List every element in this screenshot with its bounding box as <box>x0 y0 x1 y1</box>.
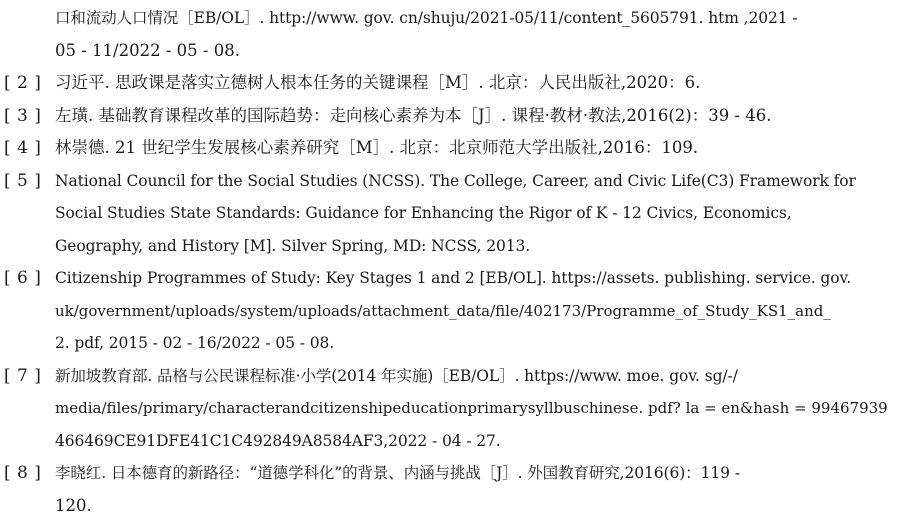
reference-line: uk/government/uploads/system/uploads/attachment_data/file/402173/Programme_of_Study_KS1_and_ <box>55 295 892 328</box>
reference-number: [ 3 ] <box>4 100 50 133</box>
reference-number: [ 4 ] <box>4 132 50 165</box>
reference-entry-continued <box>0 2 898 67</box>
reference-number: [ 2 ] <box>4 67 50 100</box>
reference-number: [ 8 ] <box>4 457 50 490</box>
reference-line: 120. <box>55 490 892 522</box>
reference-line: 05 - 11/2022 - 05 - 08. <box>55 35 892 68</box>
reference-number: [ 6 ] <box>4 262 50 295</box>
reference-line: Social Studies State Standards: Guidance for Enhancing the Rigor of K - 12 Civics, Economics, <box>55 197 892 230</box>
reference-entry-3 <box>0 100 898 133</box>
reference-line: 左璜. 基础教育课程改革的国际趋势：走向核心素养为本［J］. 课程·教材·教法,2016(2)：39 - 46. <box>55 100 892 133</box>
reference-list <box>0 2 898 522</box>
reference-line: 口和流动人口情况［EB/OL］. http://www. gov. cn/shuju/2021-05/11/content_5605791. htm ,2021 - <box>55 2 892 35</box>
reference-entry-5 <box>0 165 898 263</box>
reference-entry-6 <box>0 262 898 360</box>
reference-entry-4 <box>0 132 898 165</box>
reference-line: 2. pdf, 2015 - 02 - 16/2022 - 05 - 08. <box>55 327 892 360</box>
reference-number: [ 7 ] <box>4 360 50 393</box>
reference-line: 李晓红. 日本德育的新路径：“道德学科化”的背景、内涵与挑战［J］. 外国教育研究,2016(6)：119 - <box>55 457 892 490</box>
reference-line: media/files/primary/characterandcitizenshipeducationprimarysyllbuschinese. pdf? la = en&hash = 99467939 <box>55 392 892 425</box>
reference-number: [ 5 ] <box>4 165 50 198</box>
reference-line: 466469CE91DFE41C1C492849A8584AF3,2022 - 04 - 27. <box>55 425 892 458</box>
reference-line: Citizenship Programmes of Study: Key Stages 1 and 2 [EB/OL]. https://assets. publishing. service. gov. <box>55 262 892 295</box>
reference-entry-7 <box>0 360 898 458</box>
reference-line: Geography, and History [M]. Silver Spring, MD: NCSS, 2013. <box>55 230 892 263</box>
reference-line: 习近平. 思政课是落实立德树人根本任务的关键课程［M］. 北京：人民出版社,2020：6. <box>55 67 892 100</box>
reference-entry-8 <box>0 457 898 522</box>
reference-line: 新加坡教育部. 品格与公民课程标准·小学(2014 年实施)［EB/OL］. https://www. moe. gov. sg/-/ <box>55 360 892 393</box>
reference-line: National Council for the Social Studies (NCSS). The College, Career, and Civic Life(C3) Framework for <box>55 165 892 198</box>
reference-entry-2 <box>0 67 898 100</box>
reference-line: 林崇德. 21 世纪学生发展核心素养研究［M］. 北京：北京师范大学出版社,2016：109. <box>55 132 892 165</box>
